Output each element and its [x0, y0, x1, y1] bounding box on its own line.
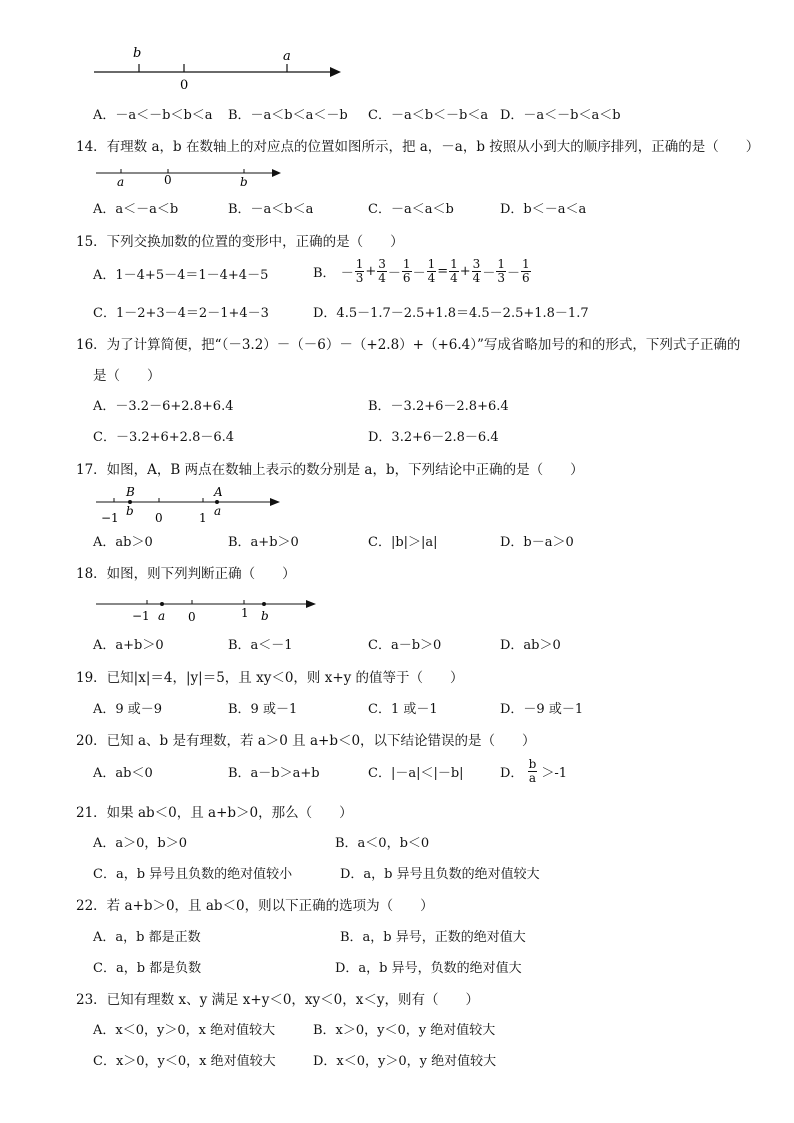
q19-stem: 19．已知|x|＝4，|y|＝5，且 xy＜0，则 x+y 的值等于（ ）: [76, 670, 464, 686]
q15-b-fraction: [496, 258, 506, 285]
q20-option-d-suffix: ＞-1: [541, 766, 568, 781]
q17-label-a: a: [214, 504, 222, 518]
q16-stem-line2: 是（ ）: [93, 368, 161, 384]
q15-b-sign: －: [387, 266, 401, 281]
q21-option-d[interactable]: D．a，b 异号且负数的绝对值较大: [340, 867, 540, 882]
q15-b-sign: －: [340, 266, 354, 281]
q18-option-a[interactable]: A．a+b＞0: [93, 638, 164, 653]
number-line-q18: [92, 594, 322, 626]
point-b-label: b: [133, 46, 142, 61]
q17-option-c[interactable]: C．|b|＞|a|: [368, 535, 438, 550]
q20-option-d[interactable]: [500, 758, 567, 785]
q22-option-c[interactable]: C．a，b 都是负数: [93, 961, 202, 976]
q18-label-b: b: [261, 609, 269, 623]
q16-stem-line1: 16．为了计算简便，把“（－3.2）－（－6）－（+2.8）+（+6.4）”写成省略加号的和的形式，下列式子正确的: [76, 337, 741, 353]
q13-option-c[interactable]: C．－a＜b＜－b＜a: [368, 108, 489, 123]
q14-option-d[interactable]: D．b＜－a＜a: [500, 202, 587, 217]
fraction-denominator: 4: [450, 271, 458, 285]
point-a-label: a: [283, 49, 291, 64]
q13-option-b[interactable]: B．－a＜b＜a＜－b: [228, 108, 348, 123]
q18-label-1: 1: [241, 606, 249, 620]
fraction-denominator: 4: [427, 271, 436, 285]
q22-option-d[interactable]: D．a，b 异号，负数的绝对值大: [335, 961, 522, 976]
q21-option-a[interactable]: A．a＞0，b＞0: [93, 836, 188, 851]
q21-option-b[interactable]: B．a＜0，b＜0: [335, 836, 430, 851]
q14-option-b[interactable]: B．－a＜b＜a: [228, 202, 314, 217]
q14-point-a: a: [117, 175, 125, 189]
q18-option-d[interactable]: D．ab＞0: [500, 638, 561, 653]
q13-option-a[interactable]: A．－a＜－b＜b＜a: [93, 108, 213, 123]
q17-label-0: 0: [155, 511, 163, 525]
q15-b-fraction: [427, 258, 437, 285]
q16-option-c[interactable]: C．－3.2+6+2.8－6.4: [93, 430, 235, 445]
q15-b-fraction: [377, 258, 387, 285]
q15-option-b-prefix: B．: [313, 266, 336, 281]
q23-option-d[interactable]: D．x＜0，y＞0，y 绝对值较大: [313, 1054, 497, 1069]
fraction-denominator: 4: [472, 271, 481, 285]
fraction-numerator: 1: [450, 257, 458, 271]
q17-stem: 17．如图，A，B 两点在数轴上表示的数分别是 a，b，下列结论中正确的是（ ）: [76, 462, 584, 478]
q15-b-sign: －: [506, 266, 520, 281]
q18-option-c[interactable]: C．a－b＞0: [368, 638, 442, 653]
q17-option-b[interactable]: B．a+b＞0: [228, 535, 299, 550]
q15-option-b[interactable]: [313, 258, 531, 285]
q20-option-d-fraction: [528, 758, 538, 785]
q18-label-0: 0: [188, 610, 196, 624]
q17-option-d[interactable]: D．b－a＞0: [500, 535, 574, 550]
fraction-numerator: 1: [402, 257, 411, 271]
q21-option-c[interactable]: C．a，b 异号且负数的绝对值较小: [93, 867, 293, 882]
q20-option-b[interactable]: B．a－b＞a+b: [228, 766, 320, 781]
q20-stem: 20．已知 a、b 是有理数，若 a＞0 且 a+b＜0，以下结论错误的是（ ）: [76, 733, 536, 749]
q15-b-fraction: [355, 258, 365, 285]
fraction-numerator: 1: [521, 257, 530, 271]
q19-option-c[interactable]: C．1 或－1: [368, 702, 438, 717]
q17-option-a[interactable]: A．ab＞0: [93, 535, 153, 550]
q15-option-d[interactable]: D．4.5－1.7－2.5+1.8＝4.5－2.5+1.8－1.7: [313, 306, 589, 321]
fraction-numerator: 1: [427, 257, 436, 271]
q14-point-b: b: [240, 175, 248, 189]
q22-option-b[interactable]: B．a，b 异号，正数的绝对值大: [340, 930, 526, 945]
q13-option-d[interactable]: D．－a＜－b＜a＜b: [500, 108, 621, 123]
q23-option-a[interactable]: A．x＜0，y＞0，x 绝对值较大: [93, 1023, 276, 1038]
q15-stem: 15．下列交换加数的位置的变形中，正确的是（ ）: [76, 234, 404, 250]
origin-label: 0: [180, 78, 189, 93]
q20-option-d-prefix: D．: [500, 766, 524, 781]
fraction-numerator: b: [528, 757, 537, 771]
q15-b-fraction: [449, 258, 459, 285]
q18-stem: 18．如图，则下列判断正确（ ）: [76, 566, 296, 582]
q22-stem: 22．若 a+b＞0，且 ab＜0，则以下正确的选项为（ ）: [76, 898, 434, 914]
q17-label-A: A: [214, 485, 223, 499]
q15-option-c[interactable]: C．1－2+3－4＝2－1+4－3: [93, 306, 269, 321]
number-line-q14: [92, 163, 292, 193]
q22-option-a[interactable]: A．a，b 都是正数: [93, 930, 201, 945]
q14-option-c[interactable]: C．－a＜a＜b: [368, 202, 454, 217]
number-line-q13: [90, 42, 350, 92]
q21-stem: 21．如果 ab＜0，且 a+b＞0，那么（ ）: [76, 805, 353, 821]
q14-origin: 0: [164, 173, 172, 187]
q14-stem: 14．有理数 a，b 在数轴上的对应点的位置如图所示，把 a，－a，b 按照从小到大的顺序排列，正确的是（ ）: [76, 139, 760, 155]
fraction-denominator: 4: [378, 271, 386, 285]
q14-option-a[interactable]: A．a＜－a＜b: [93, 202, 179, 217]
q15-b-fraction: [402, 258, 412, 285]
q18-label-minus1: −1: [132, 609, 150, 623]
q23-stem: 23．已知有理数 x、y 满足 x+y＜0，xy＜0，x＜y，则有（ ）: [76, 992, 480, 1008]
fraction-denominator: 3: [497, 271, 505, 285]
q15-b-sign: －: [412, 266, 426, 281]
number-line-q17: [92, 485, 292, 527]
q15-b-sign: －: [482, 266, 496, 281]
fraction-denominator: a: [528, 771, 536, 785]
fraction-denominator: 6: [521, 271, 530, 285]
q15-b-fraction: [472, 258, 482, 285]
q17-label-minus1: −1: [101, 511, 119, 525]
q15-b-sign: +: [459, 264, 471, 279]
q17-label-B: B: [126, 485, 135, 499]
fraction-numerator: 3: [378, 257, 386, 271]
q19-option-b[interactable]: B．9 或－1: [228, 702, 298, 717]
q20-option-c[interactable]: C．|－a|＜|－b|: [368, 766, 464, 781]
fraction-numerator: 1: [497, 257, 505, 271]
fraction-numerator: 3: [472, 257, 481, 271]
q23-option-b[interactable]: B．x＞0，y＜0，y 绝对值较大: [313, 1023, 496, 1038]
q15-b-fraction: [521, 258, 531, 285]
fraction-numerator: 1: [355, 257, 364, 271]
q20-option-a[interactable]: A．ab＜0: [93, 766, 153, 781]
fraction-denominator: 6: [402, 271, 411, 285]
q16-option-d[interactable]: D．3.2+6－2.8－6.4: [368, 430, 499, 445]
q15-b-sign: +: [365, 264, 377, 279]
q16-option-a[interactable]: A．－3.2－6+2.8+6.4: [93, 399, 234, 414]
q19-option-d[interactable]: D．－9 或－1: [500, 702, 584, 717]
q18-label-a: a: [158, 609, 166, 623]
q19-option-a[interactable]: A．9 或－9: [93, 702, 163, 717]
q15-b-sign: =: [437, 264, 449, 279]
q16-option-b[interactable]: B．－3.2+6－2.8+6.4: [368, 399, 509, 414]
q17-label-1: 1: [199, 511, 207, 525]
q23-option-c[interactable]: C．x＞0，y＜0，x 绝对值较大: [93, 1054, 276, 1069]
fraction-denominator: 3: [355, 271, 364, 285]
q15-option-a[interactable]: A．1－4+5－4＝1－4+4－5: [93, 268, 269, 283]
q17-label-b: b: [126, 504, 134, 518]
q18-option-b[interactable]: B．a＜－1: [228, 638, 293, 653]
